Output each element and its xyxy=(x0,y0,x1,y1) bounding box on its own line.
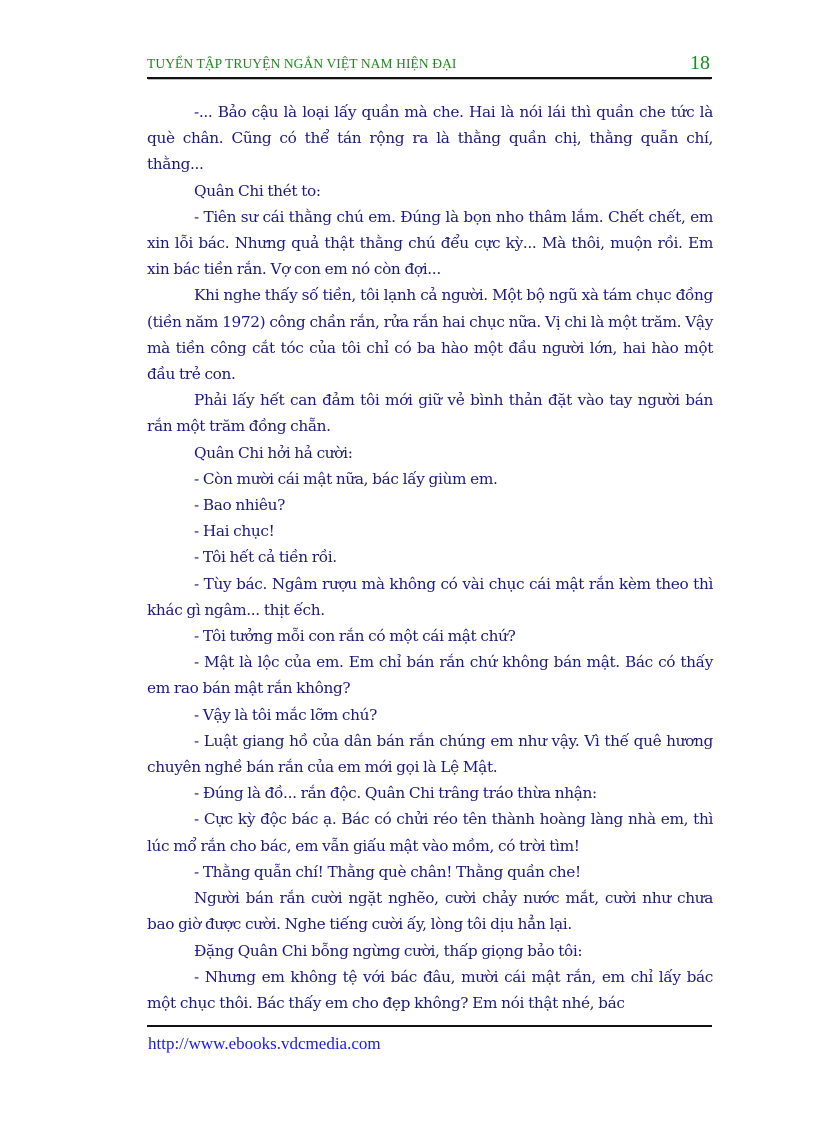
paragraph: - Tiên sư cái thằng chú em. Đúng là bọn nho thâm lắm. Chết chết, em xin lỗi bác. Nhưng quả thật thằng chú đểu cực kỳ... Mà thôi, muộn rồi. Em xin bác tiền rắn. Vợ con em nó còn đợi... xyxy=(147,207,713,279)
paragraph: - Hai chục! xyxy=(194,522,275,541)
paragraph: Khi nghe thấy số tiền, tôi lạnh cả người. Một bộ ngũ xà tám chục đồng (tiền năm 1972) công chần rắn, rửa rắn hai chục nữa. Vị chi là một trăm. Vậy mà tiền công cắt tóc của tôi chỉ có ba hào một đầu người lớn, hai hào một đầu trẻ con. xyxy=(147,286,713,384)
paragraph: Đặng Quân Chi bỗng ngừng cười, thấp giọng bảo tôi: xyxy=(194,941,583,960)
paragraph: Quân Chi hởi hả cười: xyxy=(194,443,353,462)
footer-divider xyxy=(147,1025,712,1027)
paragraph: -... Bảo cậu là loại lấy quần mà che. Hai là nói lái thì quần che tức là què chân. Cũng có thể tán rộng ra là thằng quần chị, thằng quẫn chí, thằng... xyxy=(147,103,713,174)
paragraph: - Đúng là đồ... rắn độc. Quân Chi trâng tráo thừa nhận: xyxy=(194,784,597,803)
page-number: 18 xyxy=(690,52,710,74)
page-body xyxy=(147,99,713,1016)
paragraph: Người bán rắn cười ngặt nghẽo, cười chảy nước mắt, cười như chưa bao giờ được cười. Nghe tiếng cười ấy, lòng tôi dịu hẳn lại. xyxy=(147,889,713,934)
paragraph: - Còn mười cái mật nữa, bác lấy giùm em. xyxy=(194,469,498,488)
paragraph: - Thằng quẫn chí! Thằng què chân! Thằng quần che! xyxy=(194,862,581,881)
paragraph: - Bao nhiêu? xyxy=(194,496,285,515)
paragraph: Quân Chi thét to: xyxy=(194,181,321,200)
page-header xyxy=(147,53,712,79)
footer-website-link[interactable]: http://www.ebooks.vdcmedia.com xyxy=(148,1034,381,1053)
paragraph: - Tôi tưởng mỗi con rắn có một cái mật chứ? xyxy=(194,627,516,646)
paragraph: - Vậy là tôi mắc lỡm chú? xyxy=(194,705,377,724)
paragraph: - Tùy bác. Ngâm rượu mà không có vài chục cái mật rắn kèm theo thì khác gì ngâm... thịt ếch. xyxy=(147,574,713,619)
book-title: TUYỂN TẬP TRUYỆN NGẮN VIỆT NAM HIỆN ĐẠI xyxy=(147,56,457,71)
paragraph: Phải lấy hết can đảm tôi mới giữ vẻ bình thản đặt vào tay người bán rắn một trăm đồng chẵn. xyxy=(147,391,713,436)
paragraph: - Luật giang hồ của dân bán rắn chúng em như vậy. Vì thế quê hương chuyên nghề bán rắn của em mới gọi là Lệ Mật. xyxy=(147,731,713,777)
paragraph: - Nhưng em không tệ với bác đâu, mười cái mật rắn, em chỉ lấy bác một chục thôi. Bác thấy em cho đẹp không? Em nói thật nhé, bác xyxy=(147,967,713,1012)
paragraph: - Mật là lộc của em. Em chỉ bán rắn chứ không bán mật. Bác có thấy em rao bán mật rắn không? xyxy=(147,653,713,698)
paragraph: - Tôi hết cả tiền rồi. xyxy=(194,548,337,567)
paragraph: - Cực kỳ độc bác ạ. Bác có chửi réo tên thành hoàng làng nhà em, thì lúc mổ rắn cho bác, em vẫn giấu mật vào mồm, có trời tìm! xyxy=(147,810,713,855)
